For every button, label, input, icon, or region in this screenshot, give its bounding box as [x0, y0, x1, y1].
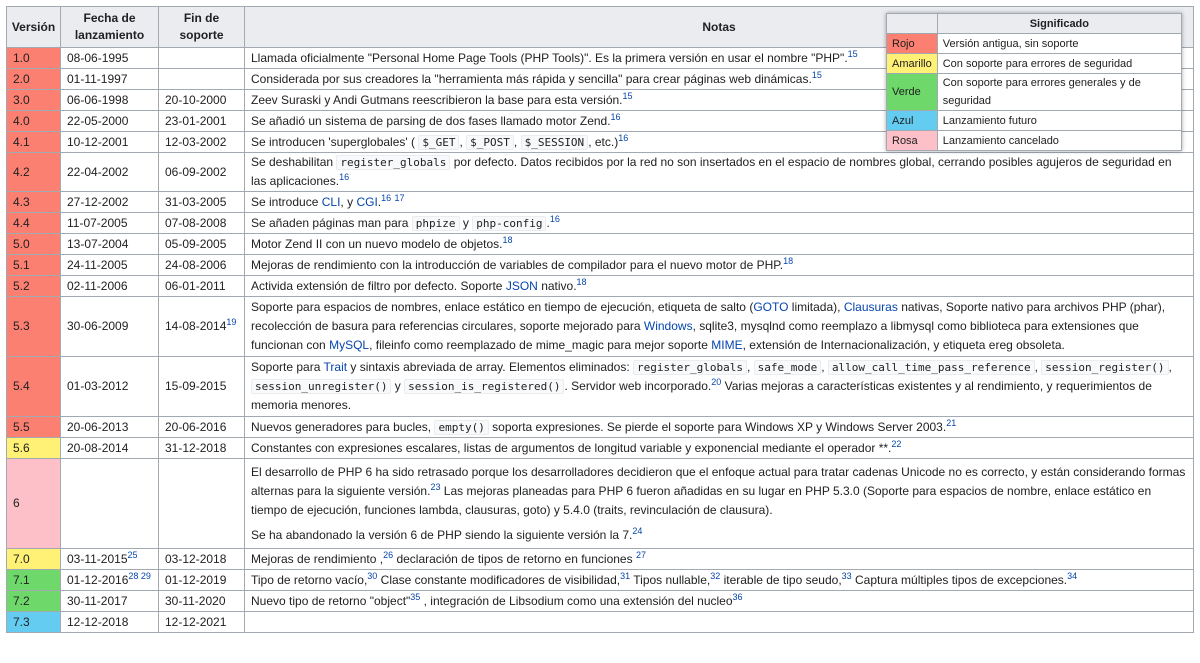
notes-text: nativas, Soporte nativo para archivos PHP (phar), recolección de basura para referencias circulares, soporte mejorado para [251, 300, 1166, 333]
release-date-cell [61, 549, 159, 570]
reference[interactable]: 31 [620, 570, 631, 581]
link-clausuras[interactable]: Clausuras [843, 300, 898, 314]
notes-text: . [546, 215, 550, 230]
version-cell: 5.1 [7, 255, 61, 276]
code-phpize: phpize [412, 216, 460, 231]
version-cell: 5.0 [7, 234, 61, 255]
version-cell: 7.0 [7, 549, 61, 570]
legend-row [887, 131, 1182, 151]
link-cgi[interactable]: CGI [356, 194, 378, 209]
notes-text: Se introducen 'superglobales' ( [251, 134, 416, 149]
table-row [7, 570, 1194, 591]
end-of-support-cell [159, 69, 245, 90]
version-cell: 3.0 [7, 90, 61, 111]
end-of-support-cell: 15-09-2015 [159, 357, 245, 417]
table-row [7, 255, 1194, 276]
release-date-cell: 27-12-2002 [61, 192, 159, 213]
legend-meaning: Lanzamiento cancelado [937, 131, 1181, 151]
notes-text: Se ha abandonado la versión 6 de PHP siendo la siguiente versión la 7. [251, 527, 633, 542]
table-row [7, 612, 1194, 633]
reference[interactable]: 16 [381, 192, 392, 203]
notes-text: Se añadió un sistema de parsing de dos fases llamado motor Zend. [251, 113, 611, 128]
end-of-support-cell: 24-08-2006 [159, 255, 245, 276]
reference[interactable]: 15 [622, 90, 633, 101]
legend-header: Significado [937, 14, 1181, 34]
notes-text: El desarrollo de PHP 6 ha sido retrasado porque los desarrolladores decidieron que el enfoque actual para tratar cadenas Unicode no es correcto, y están considerando formas alternas para la siguiente versión. [251, 464, 1186, 498]
notes-text: Nuevos generadores para bucles, [251, 419, 432, 434]
notes-text: Se deshabilitan [251, 155, 334, 169]
notes-paragraph [251, 526, 1187, 545]
code-allow-call-time: allow_call_time_pass_reference [828, 360, 1035, 375]
legend-meaning: Versión antigua, sin soporte [937, 34, 1181, 54]
notes-cell [245, 234, 1194, 255]
end-of-support-cell: 12-03-2002 [159, 132, 245, 153]
release-date-cell: 30-11-2017 [61, 591, 159, 612]
legend-color-name: Rojo [887, 34, 938, 54]
notes-cell [245, 255, 1194, 276]
notes-text: Soporte para [251, 360, 321, 374]
notes-cell [245, 213, 1194, 234]
link-cli[interactable]: CLI [321, 194, 341, 209]
legend-empty-header [887, 14, 938, 34]
version-cell: 7.3 [7, 612, 61, 633]
link-trait[interactable]: Trait [323, 360, 348, 374]
reference[interactable]: 28 29 [128, 570, 151, 581]
notes-cell [245, 297, 1194, 357]
reference[interactable]: 36 [732, 591, 743, 602]
notes-text: Mejoras de rendimiento con la introducción de variables de compilador para el nuevo motor de PHP. [251, 257, 784, 272]
version-cell: 2.0 [7, 69, 61, 90]
notes-text: , etc.) [588, 134, 619, 149]
release-date-cell [61, 459, 159, 549]
version-cell: 1.0 [7, 48, 61, 69]
notes-text: Captura múltiples tipos de excepciones. [855, 572, 1068, 587]
notes-cell [245, 276, 1194, 297]
notes-text: Tipos nullable, [633, 572, 711, 587]
version-cell: 4.1 [7, 132, 61, 153]
version-cell: 4.3 [7, 192, 61, 213]
notes-text: . [377, 194, 382, 209]
end-of-support-cell: 20-10-2000 [159, 90, 245, 111]
code-register-globals: register_globals [336, 155, 450, 170]
reference[interactable]: 21 [946, 417, 957, 428]
notes-text: Activida extensión de filtro por defecto. Soporte [251, 278, 503, 293]
end-of-support-cell: 20-06-2016 [159, 417, 245, 438]
end-of-support-cell [159, 48, 245, 69]
code-get: $_GET [418, 135, 459, 150]
version-cell: 7.1 [7, 570, 61, 591]
table-row [7, 438, 1194, 459]
end-of-support-date: 14-08-2014 [165, 319, 227, 333]
notes-text: Nuevo tipo de retorno "object" [251, 593, 411, 608]
reference[interactable]: 30 [367, 570, 378, 581]
end-of-support-cell [159, 459, 245, 549]
legend-meaning: Lanzamiento futuro [937, 111, 1181, 131]
legend-row [887, 34, 1182, 54]
end-of-support-cell: 31-03-2005 [159, 192, 245, 213]
end-of-support-cell: 31-12-2018 [159, 438, 245, 459]
reference[interactable]: 26 [383, 549, 394, 560]
header-notes[interactable]: Notas [245, 7, 1194, 48]
reference[interactable]: 18 [502, 234, 513, 245]
notes-text: Varias mejoras a características existentes y al rendimiento, y requerimientos de memoria menores. [251, 379, 1152, 412]
reference[interactable]: 16 [549, 213, 560, 224]
release-date-cell: 22-04-2002 [61, 153, 159, 192]
notes-text: Se añaden páginas man para [251, 215, 409, 230]
table-row [7, 153, 1194, 192]
code-session: $_SESSION [521, 135, 589, 150]
release-date-cell [61, 570, 159, 591]
table-row [7, 192, 1194, 213]
header-version[interactable]: Versión [7, 7, 61, 48]
notes-cell [245, 591, 1194, 612]
release-date-cell: 02-11-2006 [61, 276, 159, 297]
end-of-support-cell: 30-11-2020 [159, 591, 245, 612]
end-of-support-cell: 06-09-2002 [159, 153, 245, 192]
version-cell: 4.4 [7, 213, 61, 234]
release-date-cell: 13-07-2004 [61, 234, 159, 255]
notes-text: nativo. [541, 278, 577, 293]
notes-cell [245, 153, 1194, 192]
notes-text: Considerada por sus creadores la "herramienta más rápida y sencilla" para crear páginas web dinámicas. [251, 71, 812, 86]
release-date-cell: 11-07-2005 [61, 213, 159, 234]
notes-text: Las mejoras planeadas para PHP 6 fueron añadidas en su lugar en PHP 5.3.0 (Soporte para espacios de nombre, enlace estático en tiempo de ejecución, funciones lambda, clausuras, goto) y 5.4.0 (traits, revinculación de clausura). [251, 483, 1152, 517]
reference[interactable]: 32 [710, 570, 721, 581]
table-row [7, 276, 1194, 297]
release-date-cell: 24-11-2005 [61, 255, 159, 276]
end-of-support-cell: 12-12-2021 [159, 612, 245, 633]
release-date-cell: 20-08-2014 [61, 438, 159, 459]
notes-text: Constantes con expresiones escalares, listas de argumentos de longitud variable y exponencial mediante el operador **. [251, 440, 892, 455]
header-end-of-support[interactable]: Fin de soporte [159, 7, 245, 48]
table-row [7, 234, 1194, 255]
version-cell: 5.4 [7, 357, 61, 417]
notes-text: , sqlite3, mysqlnd como reemplazo a libmysql como biblioteca para extensiones que funcionan con [251, 319, 1139, 352]
link-mysql[interactable]: MySQL [329, 338, 370, 352]
version-cell: 6 [7, 459, 61, 549]
notes-text: Zeev Suraski y Andi Gutmans reescribieron la base para esta versión. [251, 92, 623, 107]
table-row [7, 459, 1194, 549]
release-date: 01-12-2016 [67, 572, 129, 587]
notes-text: y [394, 379, 401, 393]
end-of-support-cell: 05-09-2005 [159, 234, 245, 255]
notes-text: , extensión de Internacionalización, y etiqueta ereg obsoleta. [742, 338, 1065, 352]
notes-text: soporta expresiones. Se pierde el soporte para Windows XP y Windows Server 2003. [492, 419, 947, 434]
release-date: 03-11-2015 [67, 551, 128, 566]
table-row [7, 297, 1194, 357]
notes-text: limitada), [791, 300, 841, 314]
end-of-support-cell: 06-01-2011 [159, 276, 245, 297]
table-row [7, 357, 1194, 417]
legend-meaning: Con soporte para errores generales y de seguridad [937, 74, 1181, 111]
version-cell: 5.5 [7, 417, 61, 438]
reference[interactable]: 16 [610, 111, 621, 122]
notes-text: Tipo de retorno vacío, [251, 572, 368, 587]
version-cell: 4.0 [7, 111, 61, 132]
version-cell: 5.3 [7, 297, 61, 357]
notes-text: Soporte para espacios de nombres, enlace estático en tiempo de ejecución, etiqueta de salto ( [251, 300, 754, 314]
notes-cell [245, 549, 1194, 570]
release-date-cell: 22-05-2000 [61, 111, 159, 132]
color-legend [886, 13, 1182, 151]
release-date-cell: 10-12-2001 [61, 132, 159, 153]
notes-cell [245, 459, 1194, 549]
legend-meaning: Con soporte para errores de seguridad [937, 54, 1181, 74]
notes-text: , fileinfo como reemplazado de mime_magic para mejor soporte [369, 338, 708, 352]
reference[interactable]: 15 [811, 69, 822, 80]
code-safe-mode: safe_mode [754, 360, 822, 375]
link-mime[interactable]: MIME [711, 338, 743, 352]
reference[interactable]: 18 [576, 276, 587, 287]
reference[interactable]: 16 [339, 172, 350, 182]
release-date-cell: 30-06-2009 [61, 297, 159, 357]
reference[interactable]: 16 [618, 132, 629, 143]
version-cell: 5.2 [7, 276, 61, 297]
notes-text: Clase constante modificadores de visibilidad, [380, 572, 621, 587]
table-row [7, 417, 1194, 438]
notes-cell [245, 438, 1194, 459]
release-date-cell: 01-11-1997 [61, 69, 159, 90]
notes-text: declaración de tipos de retorno en funciones [396, 551, 633, 566]
notes-cell [245, 612, 1194, 633]
notes-text: , integración de Libsodium como una extensión del nucleo [423, 593, 733, 608]
notes-cell: Soporte para Trait y sintaxis abreviada de array. Elementos eliminados: register_globals , safe_mode , allow_call_time_pass_reference , session_register() , session_unregister() y session_is_registered() . Servidor web incorporado.$^{20}$ Varias mejoras a características existentes y al rendimiento, y requerimientos de memoria menores. [245, 357, 1194, 417]
notes-paragraph [251, 463, 1187, 520]
legend-color-name: Rosa [887, 131, 938, 151]
code-post: $_POST [466, 135, 514, 150]
legend-color-name: Azul [887, 111, 938, 131]
legend-color-name: Verde [887, 74, 938, 111]
end-of-support-cell: 01-12-2019 [159, 570, 245, 591]
code-session-register: session_register() [1041, 360, 1168, 375]
notes-text: Mejoras de rendimiento , [251, 551, 384, 566]
link-goto[interactable]: GOTO [753, 300, 789, 314]
notes-text: y [462, 215, 469, 230]
notes-text: , y [340, 194, 354, 209]
reference[interactable]: 24 [632, 525, 643, 536]
notes-text: . Servidor web incorporado. [564, 379, 712, 393]
reference[interactable]: 25 [127, 549, 138, 560]
table-row [7, 591, 1194, 612]
notes-cell: Se introducen 'superglobales' ( $_GET , $_POST , $_SESSION , etc.)$^{16}$ [245, 132, 1194, 153]
code-empty: empty() [434, 420, 488, 435]
end-of-support-cell: 03-12-2018 [159, 549, 245, 570]
reference[interactable]: 22 [891, 438, 902, 449]
reference[interactable]: 17 [394, 192, 405, 203]
header-release-date[interactable]: Fecha de lanzamiento [61, 7, 159, 48]
code-register-globals: register_globals [633, 360, 747, 375]
reference[interactable]: 20 [711, 377, 722, 387]
code-session-unregister: session_unregister() [251, 379, 391, 394]
end-of-support-cell [159, 297, 245, 357]
reference[interactable]: 27 [635, 549, 646, 560]
legend-row [887, 54, 1182, 74]
notes-text: y sintaxis abreviada de array. Elementos eliminados: [350, 360, 630, 374]
reference[interactable]: 35 [410, 591, 421, 602]
legend-row [887, 111, 1182, 131]
notes-text: iterable de tipo seudo, [723, 572, 842, 587]
release-date-cell: 12-12-2018 [61, 612, 159, 633]
code-session-is-registered: session_is_registered() [404, 379, 564, 394]
release-date-cell: 08-06-1995 [61, 48, 159, 69]
reference[interactable]: 19 [226, 317, 237, 327]
version-cell: 4.2 [7, 153, 61, 192]
reference[interactable]: 34 [1067, 570, 1078, 581]
end-of-support-cell: 07-08-2008 [159, 213, 245, 234]
release-date-cell: 01-03-2012 [61, 357, 159, 417]
notes-text: Motor Zend II con un nuevo modelo de objetos. [251, 236, 503, 251]
link-json[interactable]: JSON [505, 278, 538, 293]
end-of-support-cell: 23-01-2001 [159, 111, 245, 132]
notes-cell [245, 570, 1194, 591]
legend-row [887, 74, 1182, 111]
notes-cell [245, 417, 1194, 438]
notes-text: por defecto. Datos recibidos por la red no son insertados en el espacio de nombres global, cerrando posibles agujeros de seguridad en las aplicaciones. [251, 155, 1172, 188]
reference[interactable]: 33 [841, 570, 852, 581]
link-windows[interactable]: Windows [643, 319, 693, 333]
table-row [7, 549, 1194, 570]
code-php-config: php-config [472, 216, 546, 231]
notes-text: Llamada oficialmente "Personal Home Page Tools (PHP Tools)". Es la primera versión en usar el nombre "PHP". [251, 50, 848, 65]
version-cell: 5.6 [7, 438, 61, 459]
reference[interactable]: 18 [783, 255, 794, 266]
release-date-cell: 20-06-2013 [61, 417, 159, 438]
legend-header-row [887, 14, 1182, 34]
legend-color-name: Amarillo [887, 54, 938, 74]
reference[interactable]: 15 [847, 48, 858, 59]
notes-cell [245, 192, 1194, 213]
notes-text: Se introduce [251, 194, 319, 209]
release-date-cell: 06-06-1998 [61, 90, 159, 111]
table-row [7, 213, 1194, 234]
reference[interactable]: 23 [430, 481, 441, 492]
version-cell: 7.2 [7, 591, 61, 612]
